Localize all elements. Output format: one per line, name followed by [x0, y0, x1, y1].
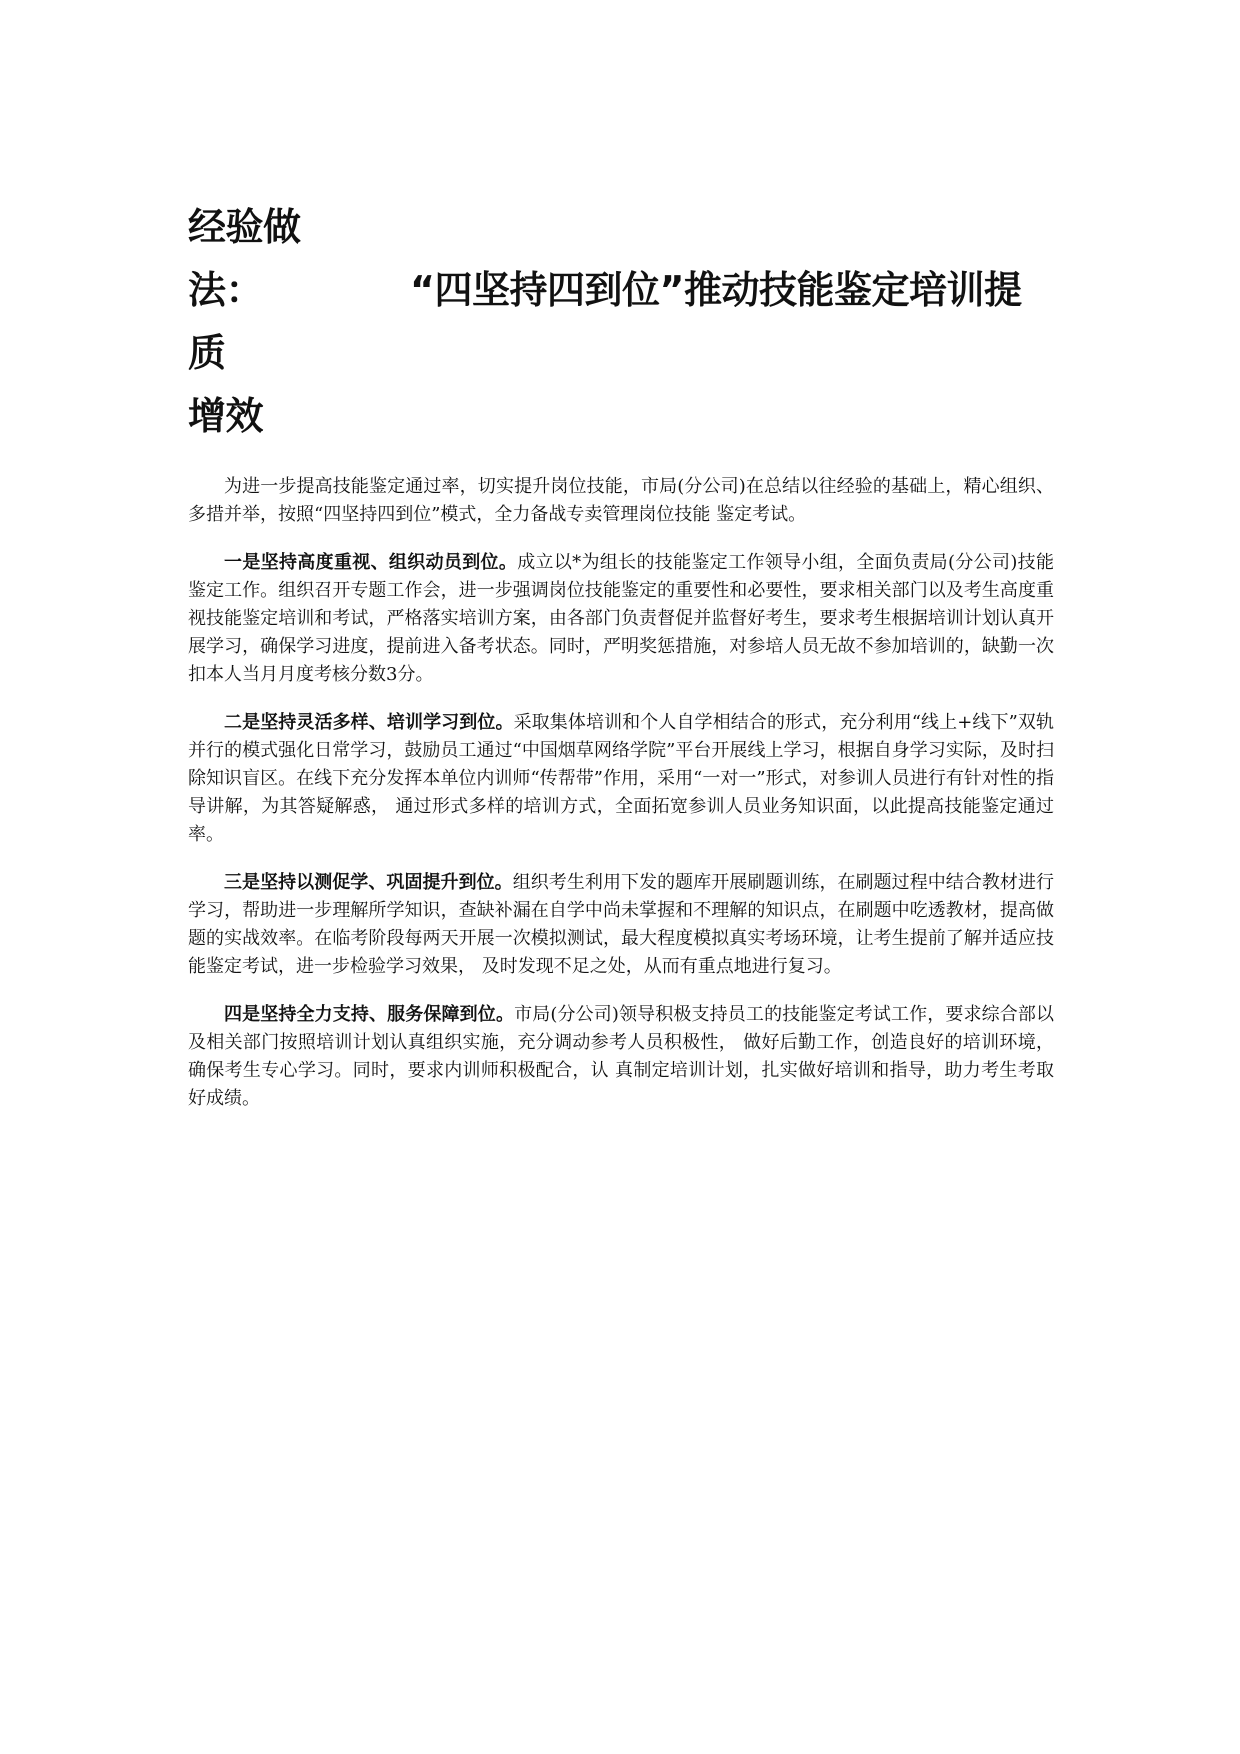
title-prefix: 经验做法：: [188, 205, 301, 312]
section-body-1: 成立以*为组长的技能鉴定工作领导小组，全面负责局(分公司)技能鉴定工作。组织召开专题工作会，进一步强调岗位技能鉴定的重要性和必要性，要求相关部门以及考生高度重视技能鉴定培训和考试，严格落实培训方案，由各部门负责督促并监督好考生，要求考生根据培训计划认真开展学习，确保学习进度，提前进入备考状态。同时，严明奖惩措施，对参培人员无故不参加培训的，缺勤一次扣本人当月月度考核分数3分。: [188, 552, 1054, 685]
document-body: [188, 196, 1054, 1133]
section-body-4: 市局(分公司)领导积极支持员工的技能鉴定考试工作，要求综合部以及相关部门按照培训计划认真组织实施，充分调动参考人员积极性， 做好后勤工作，创造良好的培训环境，确保考生专心学习。同时，要求内训师积极配合，认 真制定培训计划，扎实做好培训和指导，助力考生考取好成绩。: [188, 1004, 1055, 1109]
section-lead-2: 二是坚持灵活多样、培训学习到位。: [224, 712, 514, 733]
section-lead-4: 四是坚持全力支持、服务保障到位。: [224, 1004, 515, 1025]
section-body-2: 采取集体培训和个人自学相结合的形式，充分利用“线上+线下”双轨并行的模式强化日常学习，鼓励员工通过“中国烟草网络学院”平台开展线上学习，根据自身学习实际，及时扫除知识盲区。在线下充分发挥本单位内训师“传帮带”作用，采用“一对一”形式，对参训人员进行有针对性的指导讲解，为其答疑解惑， 通过形式多样的培训方式，全面拓宽参训人员业务知识面，以此提高技能鉴定通过率。: [188, 712, 1055, 845]
section-paragraph-1: [188, 549, 1054, 689]
section-paragraph-4: [188, 1001, 1054, 1113]
intro-paragraph: 为进一步提高技能鉴定通过率，切实提升岗位技能，市局(分公司)在总结以往经验的基础上，精心组织、多措并举，按照“四坚持四到位”模式，全力备战专卖管理岗位技能 鉴定考试。: [188, 476, 1054, 525]
section-body-3: 组织考生利用下发的题库开展刷题训练，在刷题过程中结合教材进行学习，帮助进一步理解所学知识，查缺补漏在自学中尚未掌握和不理解的知识点，在刷题中吃透教材，提高做题的实战效率。在临考阶段每两天开展一次模拟测试，最大程度模拟真实考场环境，让考生提前了解并适应技能鉴定考试，进一步检验学习效果， 及时发现不足之处，从而有重点地进行复习。: [188, 872, 1055, 977]
section-paragraph-3: [188, 869, 1054, 981]
document-title: [188, 196, 1054, 448]
section-lead-1: 一是坚持高度重视、组织动员到位。: [224, 552, 518, 573]
title-main-line2: 增效: [188, 394, 264, 438]
section-lead-3: 三是坚持以测促学、巩固提升到位。: [224, 872, 513, 893]
title-main-line1: “四坚持四到位”推动技能鉴定培训提质: [188, 268, 1022, 375]
section-paragraph-2: [188, 709, 1054, 849]
